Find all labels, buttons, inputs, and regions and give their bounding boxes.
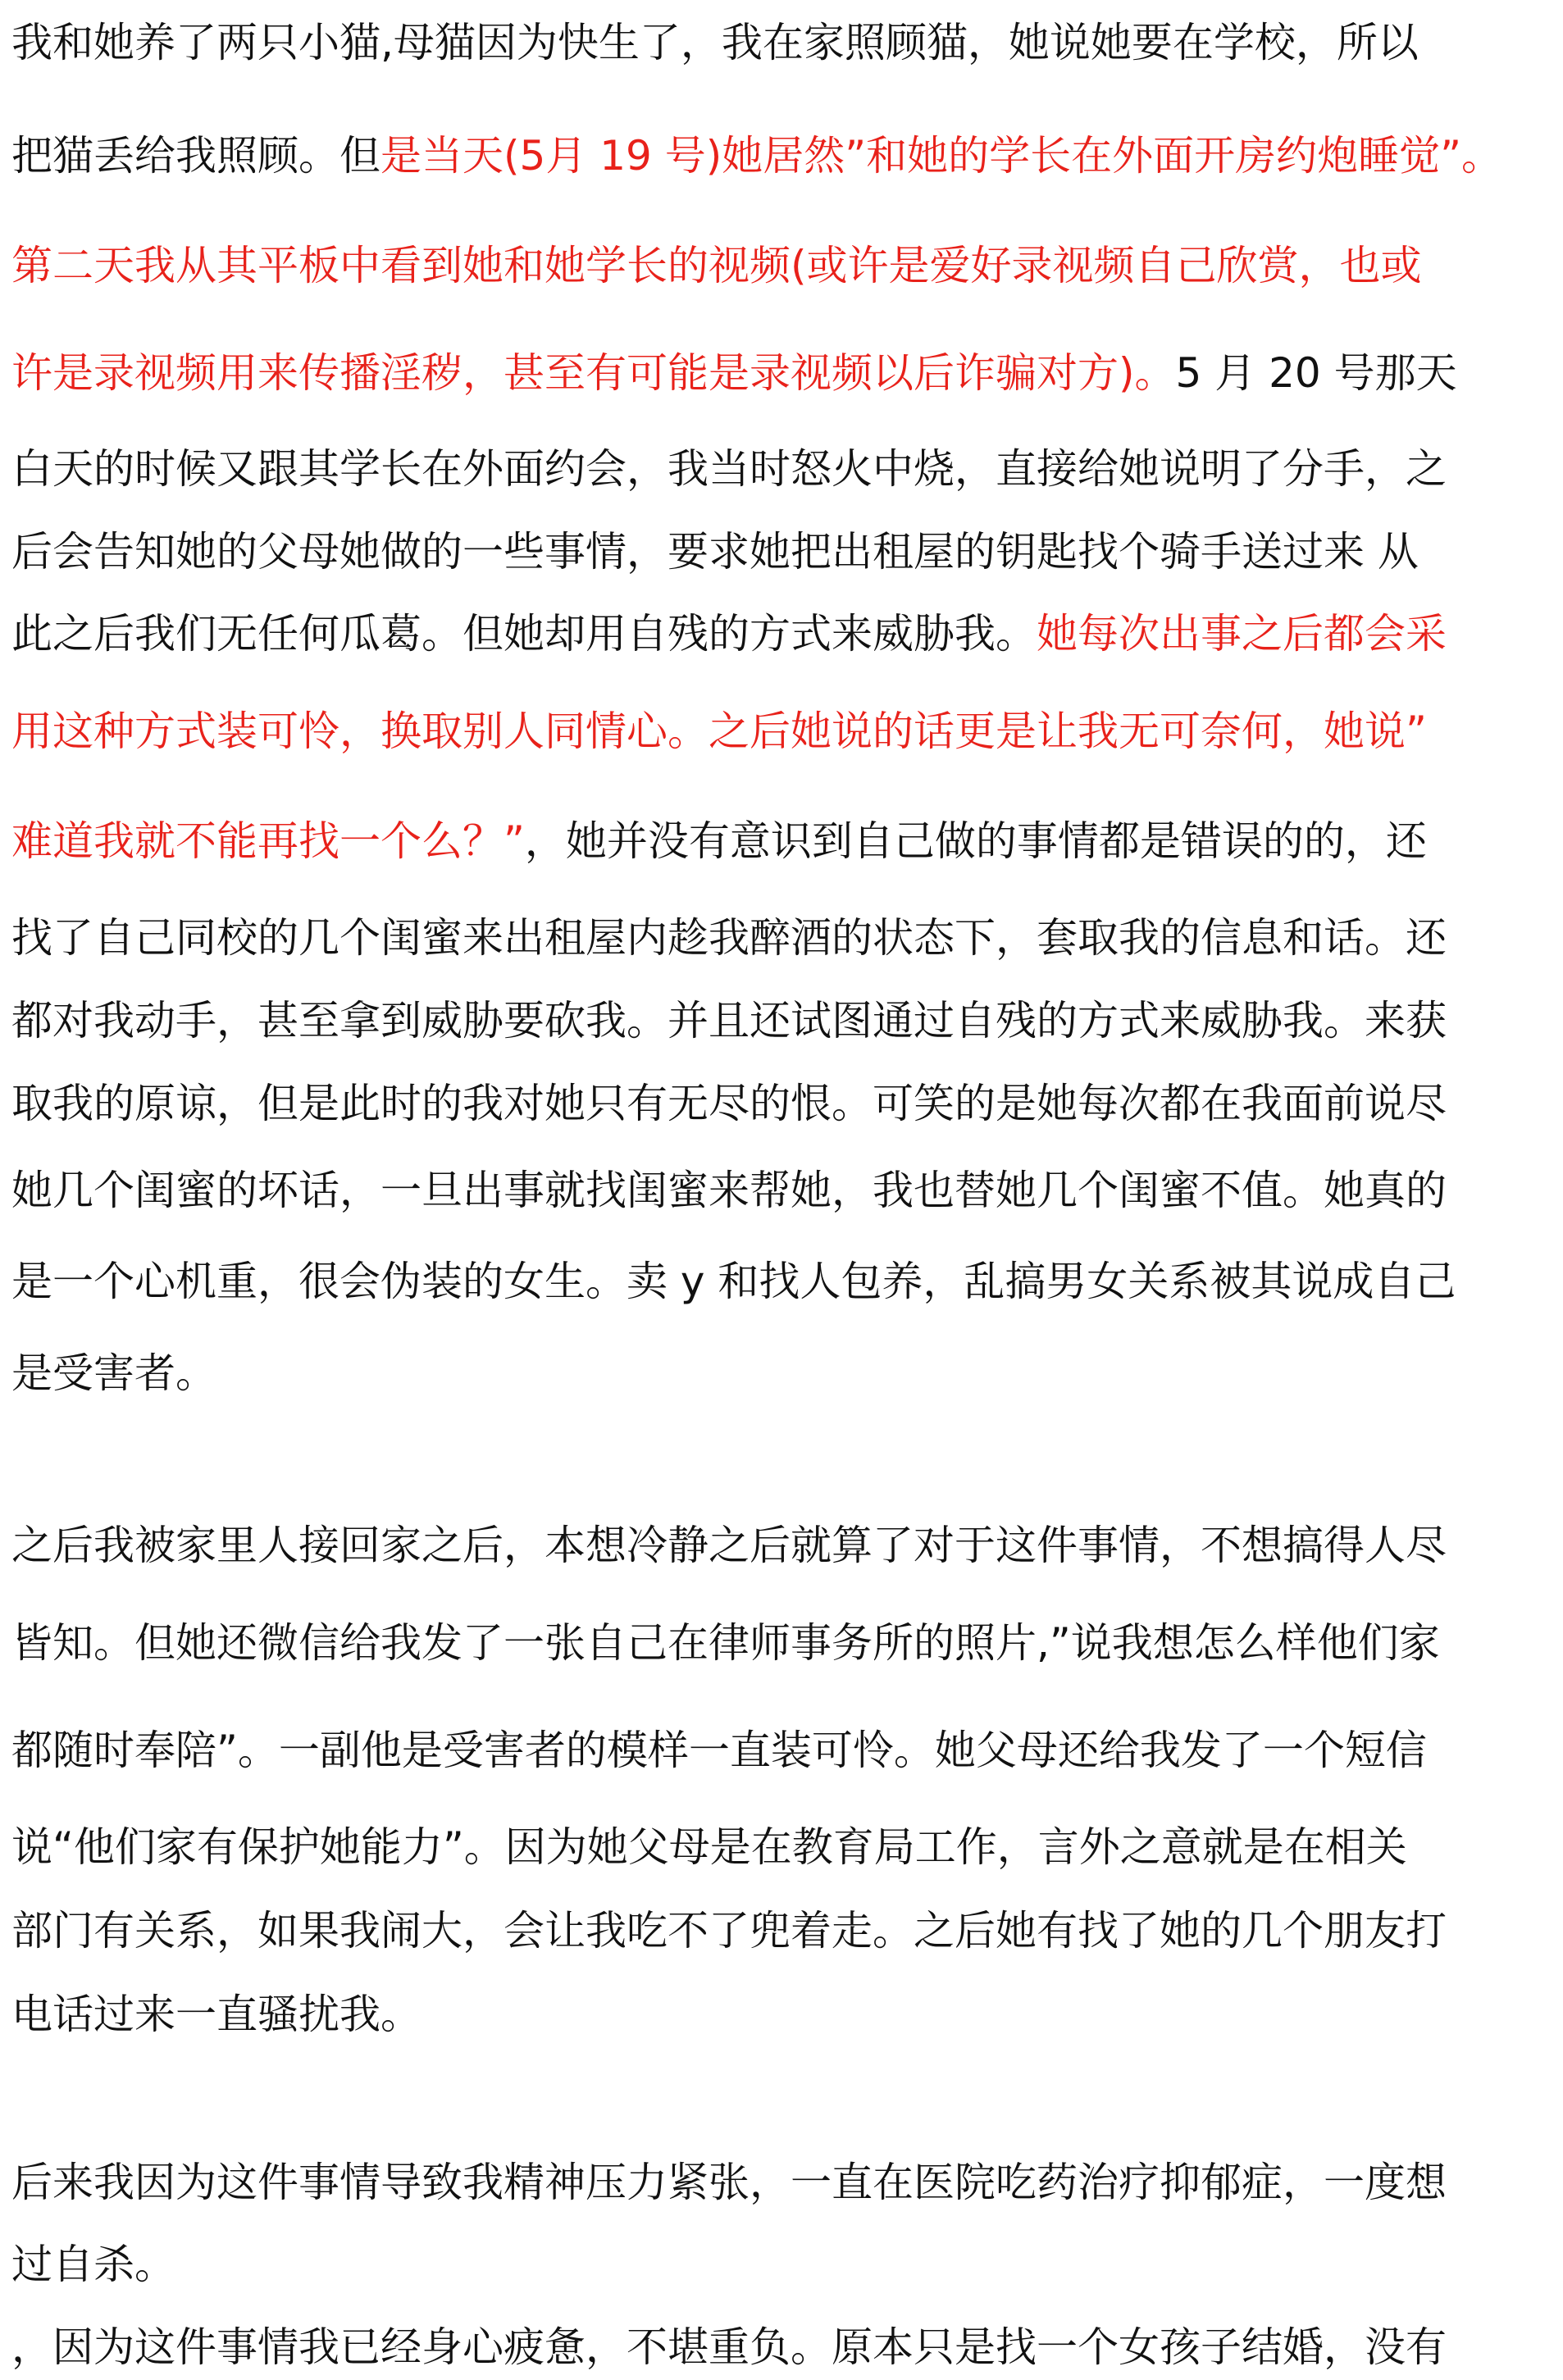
text-line-11: [11, 988, 1553, 1053]
text-line-16: [11, 1513, 1553, 1578]
text-run: 电话过来一直骚扰我。: [11, 1991, 422, 2038]
text-line-24: [11, 2314, 1553, 2380]
text-run: 取我的原谅，但是此时的我对她只有无尽的恨。可笑的是她每次都在我面前说尽: [11, 1080, 1447, 1127]
text-line-10: [11, 905, 1553, 971]
text-line-9: [11, 808, 1553, 874]
text-line-14: [11, 1249, 1553, 1314]
text-line-1: [11, 10, 1553, 75]
text-line-12: [11, 1071, 1553, 1136]
text-line-23: [11, 2232, 1553, 2297]
highlighted-text-run: 是当天(5月 19 号)她居然”和她的学长在外面开房约炮睡觉”。: [380, 132, 1503, 180]
highlighted-text-run: 第二天我从其平板中看到她和她学长的视频(或许是爱好录视频自己欣赏，也或: [11, 242, 1422, 289]
highlighted-text-run: 难道我就不能再找一个么？”: [11, 817, 525, 865]
text-line-4: [11, 340, 1553, 406]
text-run: 把猫丢给我照顾。但: [11, 132, 380, 180]
text-run: 是受害者。: [11, 1349, 216, 1397]
text-line-20: [11, 1898, 1553, 1964]
text-run: ，因为这件事情我已经身心疲惫，不堪重负。原本只是找一个女孩子结婚，没有: [11, 2323, 1447, 2371]
text-line-18: [11, 1718, 1553, 1783]
text-run: 说“他们家有保护她能力”。因为她父母是在教育局工作，言外之意就是在相关: [11, 1823, 1407, 1871]
highlighted-text-run: 用这种方式装可怜，换取别人同情心。之后她说的话更是让我无可奈何，她说”: [11, 708, 1427, 755]
text-run: 部门有关系，如果我闹大，会让我吃不了兜着走。之后她有找了她的几个朋友打: [11, 1907, 1447, 1955]
highlighted-text-run: 她每次出事之后都会采: [1037, 610, 1447, 658]
text-line-13: [11, 1158, 1553, 1223]
text-line-17: [11, 1610, 1553, 1676]
text-line-19: [11, 1814, 1553, 1880]
highlighted-text-run: 许是录视频用来传播淫秽，甚至有可能是录视频以后诈骗对方)。: [11, 349, 1176, 397]
text-line-6: [11, 519, 1553, 585]
text-line-5: [11, 436, 1553, 502]
text-run: 5 月 20 号那天: [1175, 349, 1457, 397]
text-run: 都对我动手，甚至拿到威胁要砍我。并且还试图通过自残的方式来威胁我。来获: [11, 997, 1447, 1044]
text-line-21: [11, 1982, 1553, 2047]
text-run: 皆知。但她还微信给我发了一张自己在律师事务所的照片,”说我想怎么样他们家: [11, 1619, 1440, 1667]
text-run: 此之后我们无任何瓜葛。但她却用自残的方式来威胁我。: [11, 610, 1037, 658]
text-line-22: [11, 2150, 1553, 2215]
text-run: 白天的时候又跟其学长在外面约会，我当时怒火中烧，直接给她说明了分手，之: [11, 445, 1447, 493]
text-line-2: [11, 123, 1553, 189]
text-run: 过自杀。: [11, 2241, 175, 2288]
text-line-7: [11, 601, 1553, 667]
text-run: 是一个心机重，很会伪装的女生。卖 y 和找人包养，乱搞男女关系被其说成自己: [11, 1258, 1456, 1305]
text-line-3: [11, 233, 1553, 298]
text-line-15: [11, 1340, 1553, 1406]
text-run: 我和她养了两只小猫,母猫因为快生了，我在家照顾猫，她说她要在学校，所以: [11, 19, 1419, 66]
text-run: 她几个闺蜜的坏话，一旦出事就找闺蜜来帮她，我也替她几个闺蜜不值。她真的: [11, 1167, 1447, 1214]
text-run: 找了自己同校的几个闺蜜来出租屋内趁我醉酒的状态下，套取我的信息和话。还: [11, 914, 1447, 962]
text-run: 后会告知她的父母她做的一些事情，要求她把出租屋的钥匙找个骑手送过来 从: [11, 528, 1419, 576]
text-run: ，她并没有意识到自己做的事情都是错误的的，还: [524, 817, 1427, 865]
text-run: 后来我因为这件事情导致我精神压力紧张，一直在医院吃药治疗抑郁症，一度想: [11, 2159, 1447, 2206]
text-line-8: [11, 699, 1553, 764]
text-run: 都随时奉陪”。一副他是受害者的模样一直装可怜。她父母还给我发了一个短信: [11, 1727, 1427, 1774]
text-run: 之后我被家里人接回家之后，本想冷静之后就算了对于这件事情，不想搞得人尽: [11, 1522, 1447, 1569]
